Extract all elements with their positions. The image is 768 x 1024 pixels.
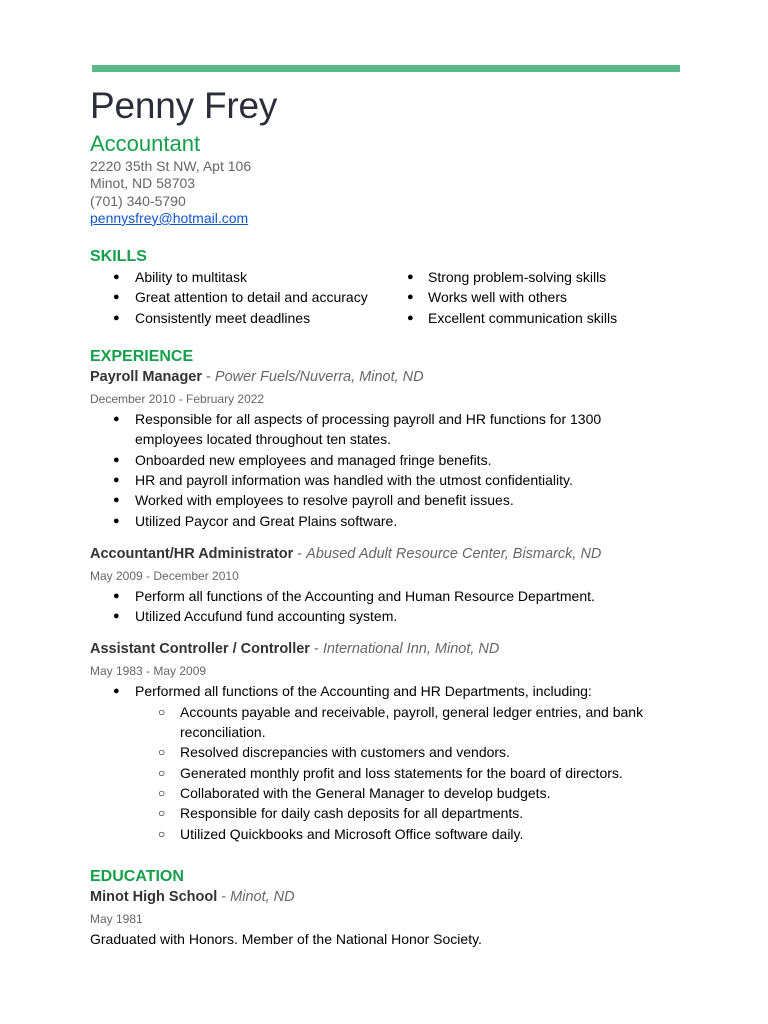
job-bullets (90, 681, 690, 843)
address-line-1: 2220 35th St NW, Apt 106 (90, 158, 252, 174)
list-item: ● Perform all functions of the Accounting and Human Resource Department. (90, 586, 690, 606)
hollow-bullet-icon: ○ (158, 806, 166, 821)
list-item: ● Performed all functions of the Accounting and HR Departments, including: (90, 681, 690, 701)
education-dates: May 1981 (90, 911, 143, 926)
sub-list-item: ○ Resolved discrepancies with customers and vendors. (90, 742, 690, 762)
bullet-icon: ● (113, 271, 120, 284)
skill-item: ● Strong problem-solving skills (383, 267, 617, 287)
job-bullets (90, 586, 690, 627)
hollow-bullet-icon: ○ (158, 704, 166, 719)
job-title: Payroll Manager (90, 369, 203, 386)
skill-item: ● Consistently meet deadlines (90, 308, 383, 328)
list-item: ● Utilized Paycor and Great Plains software. (90, 511, 690, 531)
school-location: Minot, ND (230, 888, 295, 905)
sub-list-item: ○ Generated monthly profit and loss statements for the board of directors. (90, 763, 690, 783)
bullet-icon: ● (113, 514, 120, 527)
list-item: ● Responsible for all aspects of processing payroll and HR functions for 1300 employees located throughout ten states. (113, 411, 602, 448)
list-item: ● Worked with employees to resolve payroll and benefit issues. (90, 490, 690, 510)
job-dates: May 2009 - December 2010 (90, 568, 239, 583)
bullet-icon: ● (113, 685, 120, 698)
bullet-icon: ● (113, 494, 120, 507)
bullet-icon: ● (113, 453, 120, 466)
skill-item: ● Great attention to detail and accuracy (90, 287, 383, 307)
header-accent-bar (92, 65, 680, 72)
candidate-role: Accountant (90, 131, 201, 156)
job-employer: International Inn, Minot, ND (322, 641, 500, 658)
bullet-icon: ● (407, 271, 414, 284)
hollow-bullet-icon: ○ (158, 745, 166, 760)
job-title: Assistant Controller / Controller (90, 641, 310, 658)
job-header: Accountant/HR Administrator - Abused Adult Resource Center, Bismarck, ND (90, 545, 602, 562)
bullet-icon: ● (113, 473, 120, 486)
skills-column-2 (383, 267, 617, 328)
job-entry (90, 639, 690, 843)
skills-column-1 (90, 267, 383, 328)
candidate-name: Penny Frey (90, 85, 278, 126)
list-item: ● HR and payroll information was handled with the utmost confidentiality. (90, 470, 690, 490)
education-heading: EDUCATION (90, 867, 184, 885)
sub-list-item: ○ Accounts payable and receivable, payroll, general ledger entries, and bank reconciliation. (158, 703, 644, 741)
job-dates: December 2010 - February 2022 (90, 392, 265, 407)
job-entry (90, 367, 690, 531)
job-title: Accountant/HR Administrator (90, 545, 294, 562)
skill-item: ● Works well with others (383, 287, 617, 307)
skill-item: ● Ability to multitask (90, 267, 383, 287)
bullet-icon: ● (113, 413, 120, 426)
sub-list-item: ○ Utilized Quickbooks and Microsoft Office software daily. (90, 824, 690, 844)
job-bullets (90, 409, 690, 531)
education-header: Minot High School - Minot, ND (90, 888, 295, 905)
job-header: Payroll Manager - Power Fuels/Nuverra, Minot, ND (90, 369, 424, 386)
skills-heading: SKILLS (90, 248, 147, 266)
job-entry (90, 544, 690, 627)
resume-page (90, 84, 690, 949)
bullet-icon: ● (407, 291, 414, 304)
list-item: ● Utilized Accufund fund accounting system. (90, 606, 690, 626)
skill-item: ● Excellent communication skills (383, 308, 617, 328)
hollow-bullet-icon: ○ (158, 826, 166, 841)
sub-list-item: ○ Collaborated with the General Manager to develop budgets. (90, 783, 690, 803)
experience-heading: EXPERIENCE (90, 348, 194, 366)
hollow-bullet-icon: ○ (158, 785, 166, 800)
bullet-icon: ● (407, 311, 414, 324)
phone-number: (701) 340-5790 (90, 192, 186, 209)
job-dates: May 1983 - May 2009 (90, 664, 207, 679)
job-header: Assistant Controller / Controller - International Inn, Minot, ND (90, 641, 500, 658)
bullet-icon: ● (113, 610, 120, 623)
bullet-icon: ● (113, 291, 120, 304)
job-employer: Abused Adult Resource Center, Bismarck, ND (306, 545, 602, 562)
bullet-icon: ● (113, 589, 120, 602)
list-item: ● Onboarded new employees and managed fringe benefits. (90, 450, 690, 470)
skills-list (90, 267, 690, 328)
education-details: Graduated with Honors. Member of the National Honor Society. (90, 930, 482, 947)
contact-block (90, 158, 690, 227)
bullet-icon: ● (113, 311, 120, 324)
job-employer: Power Fuels/Nuverra, Minot, ND (214, 369, 424, 386)
hollow-bullet-icon: ○ (158, 765, 166, 780)
address-line-2: Minot, ND 58703 (90, 175, 196, 192)
sub-list-item: ○ Responsible for daily cash deposits for all departments. (90, 803, 690, 823)
school-name: Minot High School (90, 888, 218, 905)
email-link[interactable]: pennysfrey@hotmail.com (90, 209, 249, 226)
